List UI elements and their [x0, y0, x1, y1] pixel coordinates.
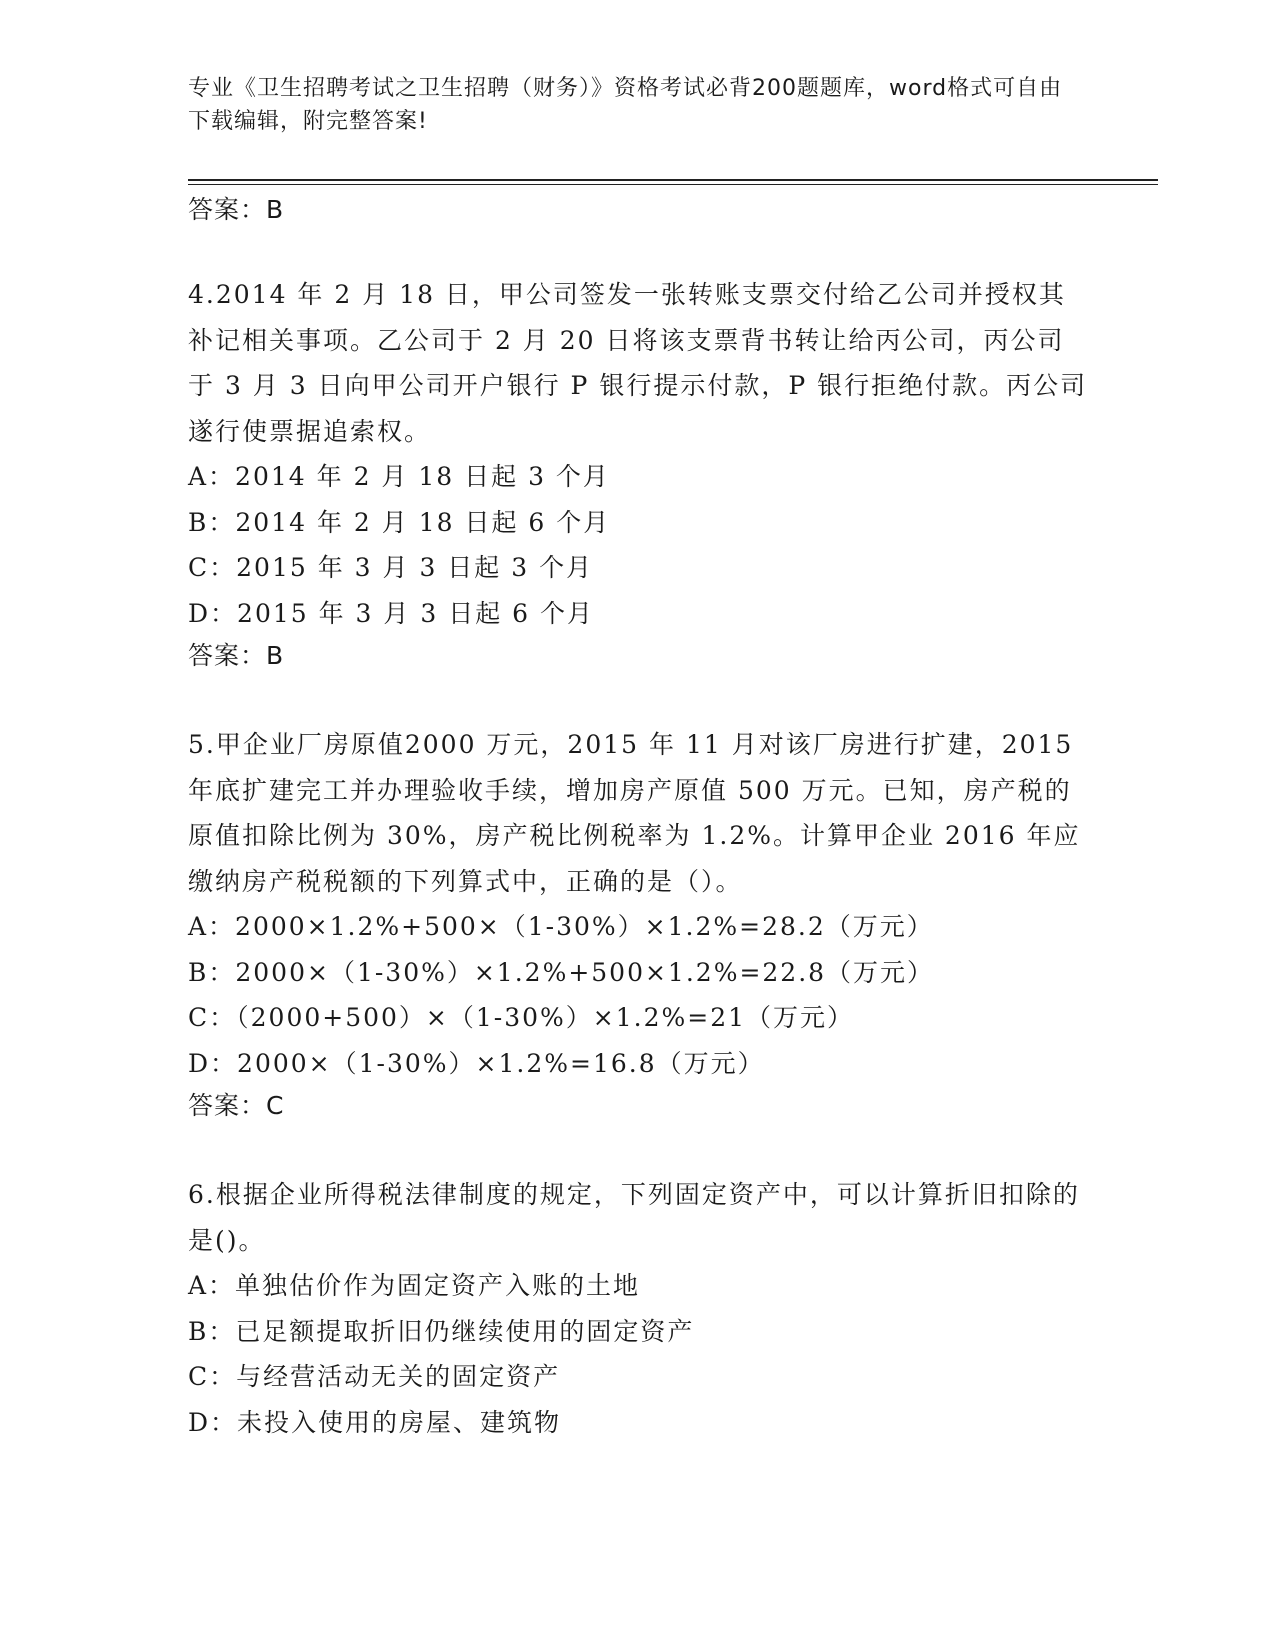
option-b: B：已足额提取折旧仍继续使用的固定资产: [188, 1316, 695, 1346]
document-header: 专业《卫生招聘考试之卫生招聘（财务）》资格考试必背200题题库，word格式可自由下载编辑，附完整答案!: [188, 76, 1063, 134]
question-text-6: 6.根据企业所得税法律制度的规定，下列固定资产中，可以计算折旧扣除的是()。: [188, 1180, 1080, 1255]
question-text-5: 5.甲企业厂房原值2000 万元，2015 年 11 月对该厂房进行扩建，2015 年底扩建完工并办理验收手续，增加房产原值 500 万元。已知，房产税的原值扣除比例为 30%，房产税比例税率为 1.2%。计算甲企业 2016 年应缴纳房产税税额的下列算式中，正确的是（）。: [188, 730, 1081, 896]
header-divider-thick: [188, 179, 1158, 181]
option-b: B：2014 年 2 月 18 日起 6 个月: [188, 507, 611, 537]
document-body: [188, 190, 1088, 1445]
answer-line-q3: 答案：B: [188, 195, 285, 224]
spacer: [188, 1130, 1088, 1172]
option-b: B：2000×（1-30%）×1.2%+500×1.2%=22.8（万元）: [188, 957, 935, 987]
header-divider-thin: [188, 184, 1158, 185]
question-block-6: [188, 1172, 1088, 1445]
spacer: [188, 234, 1088, 272]
option-a: A：2000×1.2%+500×（1-30%）×1.2%=28.2（万元）: [188, 912, 934, 941]
option-c: C：与经营活动无关的固定资产: [188, 1362, 561, 1391]
option-c: C：2015 年 3 月 3 日起 3 个月: [188, 553, 594, 582]
option-c: C：（2000+500）×（1-30%）×1.2%=21（万元）: [188, 1003, 855, 1032]
answer-line-q4: 答案：B: [188, 641, 285, 670]
question-block-5: [188, 722, 1088, 1130]
question-text-4: 4.2014 年 2 月 18 日，甲公司签发一张转账支票交付给乙公司并授权其补记相关事项。乙公司于 2 月 20 日将该支票背书转让给丙公司，丙公司于 3 月 3 日向甲公司开户银行 P 银行提示付款，P 银行拒绝付款。丙公司遂行使票据追索权。: [188, 280, 1088, 446]
option-a: A：单独估价作为固定资产入账的土地: [188, 1271, 641, 1300]
option-d: D：未投入使用的房屋、建筑物: [188, 1407, 562, 1437]
option-a: A：2014 年 2 月 18 日起 3 个月: [188, 462, 610, 491]
spacer: [188, 680, 1088, 722]
option-d: D：2000×（1-30%）×1.2%=16.8（万元）: [188, 1048, 765, 1078]
question-block-4: [188, 272, 1088, 680]
answer-line-q5: 答案：C: [188, 1091, 285, 1120]
option-d: D：2015 年 3 月 3 日起 6 个月: [188, 598, 595, 628]
